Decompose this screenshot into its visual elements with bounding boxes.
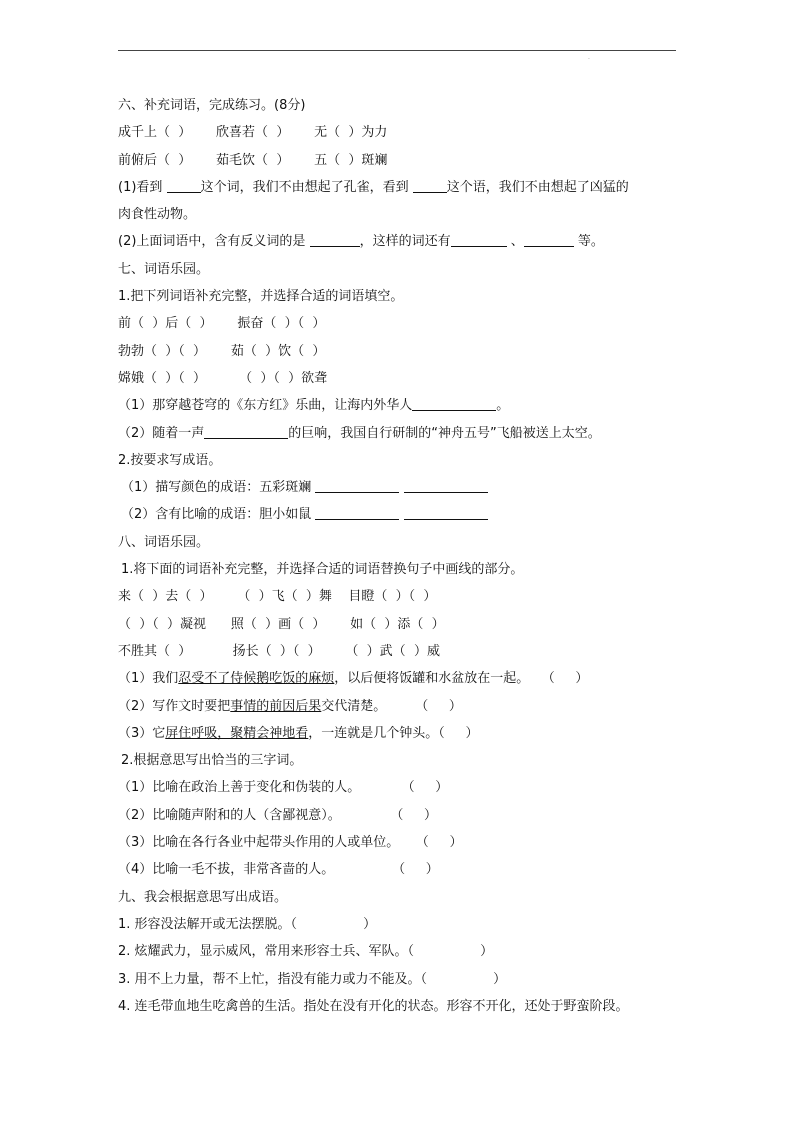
answer-blank[interactable]	[204, 424, 288, 439]
s8-sentence-2: （2）写作文时要把事情的前因后果交代清楚。 （ ）	[118, 698, 462, 714]
s8-question-2: 2.根据意思写出恰当的三字词。	[121, 753, 303, 769]
s8-word-row-2: （ ）（ ）凝视 照（ ）画（ ） 如（ ）添（ ）	[118, 616, 445, 632]
s7-question-2: 2.按要求写成语。	[118, 452, 222, 468]
s8-word-row-1: 来（ ）去（ ） （ ）飞（ ）舞 目瞪（ ）（ ）	[118, 589, 437, 605]
section-6-title: 六、补充词语，完成练习。(8分)	[118, 98, 306, 113]
answer-blank[interactable]	[412, 396, 496, 411]
s9-item-2: 2. 炫耀武力，显示威风，常用来形容士兵、军队。（ ）	[118, 944, 494, 960]
s7-word-row-2: 勃勃（ ）（ ） 茹（ ）饮（ ）	[118, 343, 326, 359]
underlined-phrase: 忍受不了侍候鹅吃饭的麻烦	[178, 671, 335, 687]
s7-answer-1: （1）描写颜色的成语：五彩斑斓	[118, 474, 678, 501]
s7-sentence-1: （1）那穿越苍穹的《东方红》乐曲，让海内外华人 。	[118, 398, 510, 414]
answer-blank[interactable]	[404, 478, 488, 493]
document-body	[118, 92, 678, 1020]
page-mark: ·	[588, 56, 590, 63]
section-7-title: 七、词语乐园。	[118, 261, 210, 277]
answer-blank[interactable]	[310, 232, 360, 247]
answer-blank[interactable]	[404, 505, 488, 520]
s9-item-3: 3. 用不上力量，帮不上忙，指没有能力或力不能及。（ ）	[118, 971, 507, 987]
answer-blank[interactable]	[315, 478, 399, 493]
s6-question-1-cont: 肉食性动物。	[118, 207, 197, 223]
answer-blank[interactable]	[167, 178, 201, 193]
s6-question-1: (1)看到 这个词，我们不由想起了孔雀，看到 这个语，我们不由想起了凶猛的	[118, 179, 629, 195]
s9-item-1: 1. 形容没法解开或无法摆脱。（ ）	[118, 916, 377, 932]
underlined-phrase: 屏住呼吸，聚精会神地看	[165, 725, 309, 741]
section-9-title: 九、我会根据意思写出成语。	[118, 889, 288, 905]
s7-word-row-3: 嫦娥（ ）（ ） （ ）（ ）欲聋	[118, 370, 328, 386]
s8-sentence-1: （1）我们忍受不了侍候鹅吃饭的麻烦，以后便将饭罐和水盆放在一起。 （ ）	[118, 671, 589, 687]
section-8-title: 八、词语乐园。	[118, 534, 210, 550]
s8-meaning-4: （4）比喻一毛不拔，非常吝啬的人。 （ ）	[118, 862, 439, 878]
s9-item-4: 4. 连毛带血地生吃禽兽的生活。指处在没有开化的状态。形容不开化，还处于野蛮阶段。	[118, 998, 629, 1014]
s6-question-2: (2)上面词语中，含有反义词的是 ，这样的词还有 、 等。	[118, 234, 604, 250]
s8-word-row-3: 不胜其（ ） 扬长（ ）（ ） （ ）武（ ）威	[118, 643, 440, 659]
s8-meaning-3: （3）比喻在各行各业中起带头作用的人或单位。 （ ）	[118, 835, 463, 851]
s6-word-row-2: 前俯后（ ） 茹毛饮（ ） 五（ ）斑斓	[118, 152, 388, 168]
s7-word-row-1: 前（ ）后（ ） 振奋（ ）（ ）	[118, 316, 326, 332]
s7-answer-2: （2）含有比喻的成语：胆小如鼠	[118, 501, 678, 528]
s8-meaning-2: （2）比喻随声附和的人（含鄙视意）。 （ ）	[118, 807, 438, 823]
answer-blank[interactable]	[451, 232, 507, 247]
s8-sentence-3: （3）它屏住呼吸，聚精会神地看，一连就是几个钟头。（ ）	[118, 725, 479, 741]
s7-question-1: 1.把下列词语补充完整，并选择合适的词语填空。	[118, 289, 404, 305]
underlined-phrase: 事情的前因后果	[230, 698, 322, 714]
answer-blank[interactable]	[315, 505, 399, 520]
s8-question-1: 1.将下面的词语补充完整，并选择合适的词语替换句子中画线的部分。	[121, 562, 524, 578]
answer-blank[interactable]	[524, 232, 574, 247]
s7-sentence-2: （2）随着一声 的巨响，我国自行研制的“神舟五号”飞船被送上太空。	[118, 425, 601, 441]
answer-blank[interactable]	[413, 178, 447, 193]
s6-word-row-1: 成千上（ ） 欣喜若（ ） 无（ ）为力	[118, 125, 388, 141]
s8-meaning-1: （1）比喻在政治上善于变化和伪装的人。 （ ）	[118, 780, 449, 796]
header-rule	[118, 50, 676, 51]
